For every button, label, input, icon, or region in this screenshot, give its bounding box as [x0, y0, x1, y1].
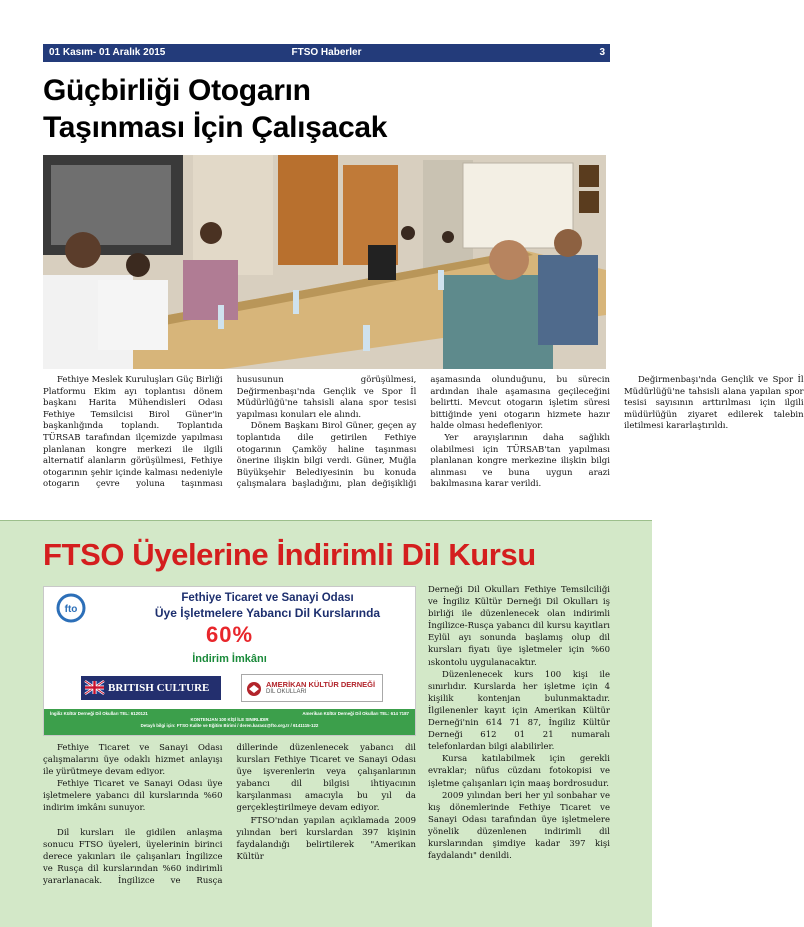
article2-paragraph: Derneği Dil Okulları Fethiye Temsilciliği ve İngiliz Kültür Derneği Dil Okulları iş birliği ile düzenlenecek olan indirimli İngilizce-Rusça yabancı dil kursu kayıtları Eylül ayı sonunda başlamış olup dil kursları fiyatı üye işletmeler için %60 ıskontolu uygulanacaktır.: [428, 585, 610, 668]
article2-headline: FTSO Üyelerine İndirimli Dil Kursu: [43, 537, 536, 572]
article1-paragraph: Değirmenbaşı'nda Gençlik ve Spor İl Müdürlüğü'ne tahsisli alana yapılan spor tesisi sayısının arttırılması için ilgili müdürlüğün ziyaret edilerek talebin iletilmesi kararlaştırıldı.: [623, 375, 804, 432]
article1-headline-line1: Güçbirliği Otogarın: [43, 74, 311, 107]
publication-title: FTSO Haberler: [291, 47, 362, 58]
article2-paragraph: 2009 yılından beri her yıl sonbahar ve kış dönemlerinde Fethiye Ticaret ve Sanayi Odası tarafından üye işletmelere yönelik düzenlenen indirimli dil kurslarından şimdiye kadar 397 kişi faydalandı" denildi.: [428, 790, 610, 862]
article1-paragraph: Yer arayışlarının daha sağlıklı olabilmesi için TÜRSAB'tan yapılması planlanan kongre merkezine ilişkin bilgi alınması ve buna uygun arazi bakılmasına karar verildi.: [430, 432, 610, 490]
ad-title: [124, 591, 411, 621]
ad-footer-quota: KONTENJAN 100 KİŞİ İLE SINIRLIDIR: [190, 717, 269, 722]
british-culture-label: BRITISH CULTURE: [108, 682, 210, 694]
article2-paragraph: Fethiye Ticaret ve Sanayi Odası çalışmalarını üye odaklı hizmet anlayışı ile yürütmeye devam ediyor.: [43, 743, 223, 778]
meeting-photo: [43, 155, 606, 369]
language-course-ad: [43, 586, 416, 736]
page-header-bar: [43, 44, 610, 62]
meeting-room-illustration: [43, 155, 606, 369]
article2-paragraph: Kursa katılabilmek için gerekli evraklar; nüfus cüzdanı fotokopisi ve işletme çalışanları için maaş bordrosudur.: [428, 754, 610, 789]
article2-body-right: [428, 584, 610, 884]
article2-body-left: [43, 742, 416, 892]
ad-footer-right: Amerikan Kültür Derneği Dil Okulları TEL: 614 7187: [302, 711, 409, 716]
ad-footer-left: İngiliz Kültür Derneği Dil Okulları TEL: 6120121: [50, 711, 148, 716]
ad-discount-percent: 60%: [205, 622, 254, 647]
article1-headline-line2: Taşınması İçin Çalışacak: [43, 111, 388, 144]
ad-footer-contact: Detaylı bilgi için: FTSO Kalite ve Eğitim Birimi / deren.karaoz@fto.org.tr / 6141115-122: [140, 723, 319, 728]
ad-title-line2: Üye İşletmelere Yabancı Dil Kurslarında: [154, 606, 381, 620]
ad-footer: [44, 709, 415, 735]
eagle-emblem-icon: [246, 681, 262, 697]
amerikan-kultur-label: AMERİKAN KÜLTÜR DERNEĞİ: [266, 680, 376, 689]
article1-headline: [43, 72, 610, 146]
ad-offer-text: İndirim İmkânı: [192, 653, 267, 665]
article2-paragraph: FTSO'ndan yapılan açıklamada 2009 yılından beri kurslardan 397 kişinin faydalandığı belirtilerek "Amerikan Kültür: [236, 815, 416, 862]
article2-paragraph: Fethiye Ticaret ve Sanayi Odası üye işletmelere yabancı dil kurslarında %60 indirim imkânı sunuyor.: [43, 779, 223, 814]
ad-title-line1: Fethiye Ticaret ve Sanayi Odası: [181, 592, 354, 604]
article1-paragraph: Fethiye Meslek Kuruluşları Güç Birliği Platformu Ekim ayı toplantısı dönem başkanı Harita Mühendisleri Odası Fethiye Temsilcisi Birol Güner'in başkanlığında toplandı. Toplantıda TÜRSAB tarafından ilçemizde yapılması planlanan kongre merkezi ile ilgili alternatif alanların görüşülmesi, Fethiye otogarının şehir içinde kalması nedeniyle otogarın çevre yoluna taşınması hususunun görüşülmesi, Değirmenbaşı'nda Gençlik ve Spor İl Müdürlüğü'ne tahsisli alana spor tesisi yapılması konuları ele alındı.: [43, 375, 417, 490]
article1-paragraph: Dönem Başkanı Birol Güner, geçen ay toplantıda dile getirilen Fethiye otogarının Çamköy haline taşınması önerine ilişkin bilgi verdi. Güner, Muğla Büyükşehir Belediyesinin bu konuda çalışmalara başladığını, plan değişikliği aşamasında olunduğunu, bu sürecin ardından ihale aşamasına geçileceğini belirtti. Mevcut otogarın işletim süresi bittiğinde yeni otogarın hizmete hazır halde olması hedefleniyor.: [236, 375, 610, 490]
issue-date: 01 Kasım- 01 Aralık 2015: [49, 47, 166, 58]
ftso-logo-icon: [54, 593, 88, 623]
article1-body: [43, 375, 804, 500]
british-culture-logo: [81, 676, 221, 700]
uk-flag-icon: [85, 681, 104, 694]
amerikan-kultur-sublabel: DİL OKULLARI: [266, 689, 307, 695]
page-number: 3: [599, 47, 605, 58]
svg-text:fto: fto: [64, 604, 78, 615]
article2-paragraph: Düzenlenecek kurs 100 kişi ile sınırlıdır. Kurslarda her işletme için 4 kişilik kontenjan bulunmaktadır. İlgilenenler kayıt için Amerikan Kültür Derneği'nin 614 71 87, İngiliz Kültür Derneği 612 01 21 numaralı telefonlardan bilgi alabilirler.: [428, 669, 610, 753]
article2-paragraph: Dil kursları ile gidilen anlaşma sonucu FTSO üyeleri, üyelerinin birinci derece yakınları ile çalışanları İngilizce ve Rusça dil kurslarından %60 indirimli yararlanacak. İngilizce ve Rusça dillerinde düzenlenecek yabancı dil kursları Fethiye Ticaret ve Sanayi Odası üye işverenlerin veya çalışanlarının yabancı dil bilgisi ihtiyacının karşılanması amacıyla bu yıl da gerçekleştirilmeye devam ediyor.: [43, 743, 416, 886]
amerikan-kultur-logo: [241, 674, 383, 702]
